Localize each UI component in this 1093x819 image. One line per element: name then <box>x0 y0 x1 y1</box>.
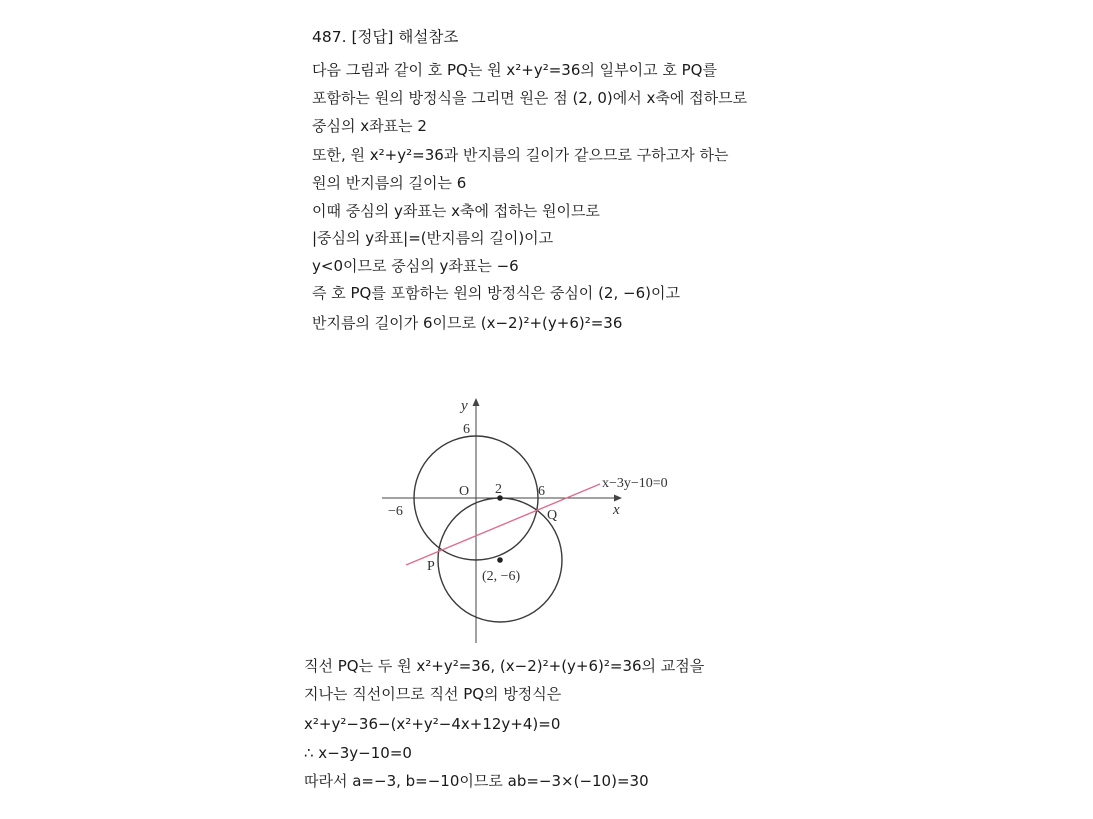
center-label: (2, −6) <box>482 569 521 584</box>
solution-line: y<0이므로 중심의 y좌표는 −6 <box>312 257 519 275</box>
tick-x-6: 6 <box>538 484 545 499</box>
solution-line: 따라서 a=−3, b=−10이므로 ab=−3×(−10)=30 <box>304 772 649 790</box>
y-axis-arrow <box>473 398 480 406</box>
solution-title: 487. [정답] 해설참조 <box>312 28 459 46</box>
tick-y-6: 6 <box>463 422 470 437</box>
solution-line: |중심의 y좌표|=(반지름의 길이)이고 <box>312 229 554 247</box>
origin-label: O <box>459 484 470 499</box>
line-pq <box>406 484 600 565</box>
solution-line: 다음 그림과 같이 호 PQ는 원 x²+y²=36의 일부이고 호 PQ를 <box>312 61 717 79</box>
y-axis-label: y <box>461 398 468 414</box>
circle-diagram <box>370 388 720 648</box>
solution-line: 이때 중심의 y좌표는 x축에 접하는 원이므로 <box>312 202 600 220</box>
solution-line: 중심의 x좌표는 2 <box>312 117 427 135</box>
solution-line: x²+y²−36−(x²+y²−4x+12y+4)=0 <box>304 715 561 733</box>
solution-line: 원의 반지름의 길이는 6 <box>312 174 467 192</box>
x-axis-arrow <box>614 495 622 502</box>
solution-line: 직선 PQ는 두 원 x²+y²=36, (x−2)²+(y+6)²=36의 교점을 <box>304 657 705 675</box>
point-q-label: Q <box>547 508 558 523</box>
solution-line: 즉 호 PQ를 포함하는 원의 방정식은 중심이 (2, −6)이고 <box>312 284 680 302</box>
solution-line: 포함하는 원의 방정식을 그리면 원은 점 (2, 0)에서 x축에 접하므로 <box>312 89 748 107</box>
center-dot <box>497 557 503 563</box>
solution-line: 또한, 원 x²+y²=36과 반지름의 길이가 같으므로 구하고자 하는 <box>312 146 729 164</box>
x-axis-label: x <box>613 502 620 518</box>
solution-line: ∴ x−3y−10=0 <box>304 744 412 762</box>
solution-line: 반지름의 길이가 6이므로 (x−2)²+(y+6)²=36 <box>312 314 623 332</box>
tick-x-2: 2 <box>495 482 502 497</box>
tick-x-neg6: −6 <box>388 504 403 519</box>
solution-line: 지나는 직선이므로 직선 PQ의 방정식은 <box>304 685 562 703</box>
line-equation-label: x−3y−10=0 <box>602 476 668 491</box>
point-p-label: P <box>427 559 435 574</box>
